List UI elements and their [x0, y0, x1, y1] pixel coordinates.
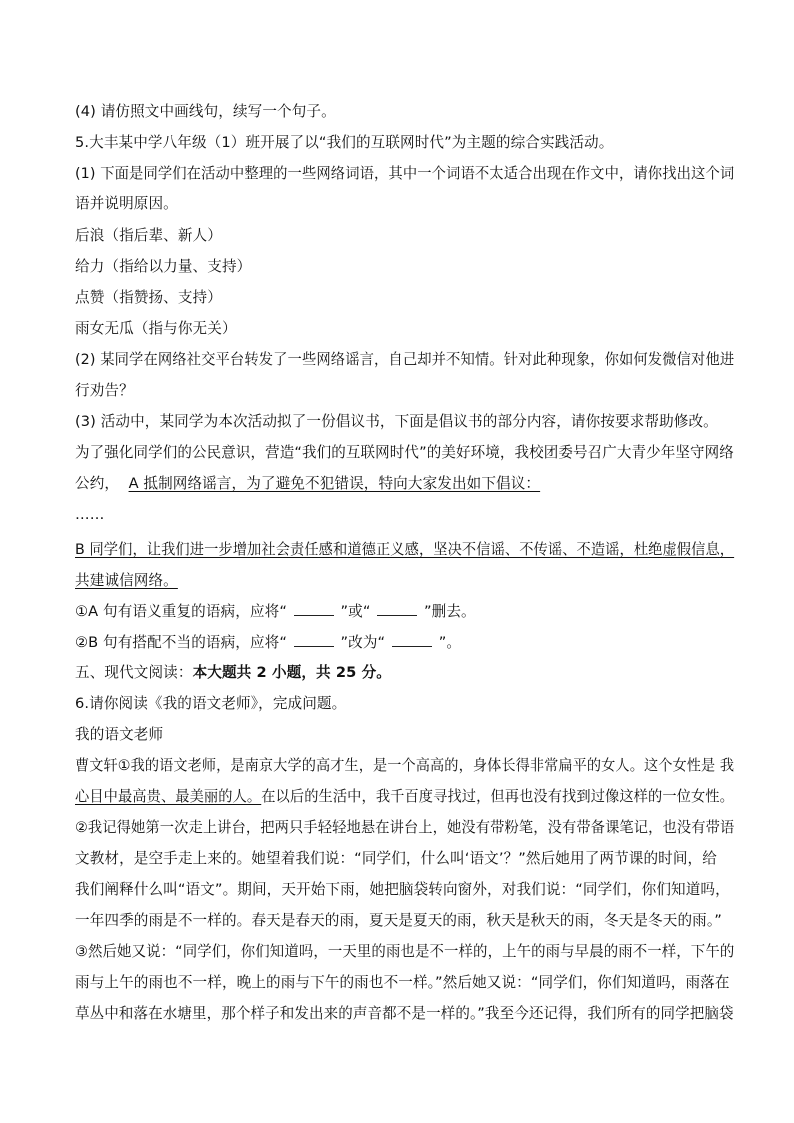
- question-5-3-sub-2: [75, 632, 461, 653]
- word-item: 雨女无瓜（指与你无关）: [75, 320, 237, 337]
- essay-underlined-sentence: 心目中最高贵、最美丽的人。: [75, 788, 262, 805]
- sentence-a-underlined: A 抵制网络谣言，为了避免不犯错误，特向大家发出如下倡议：: [128, 475, 541, 492]
- question-5-2-prompt: (2) 某同学在网络社交平台转发了一些网络谣言，自己却并不知情。针对此种现象，你如何发微信对他进: [75, 351, 735, 368]
- proposal-text: [75, 474, 540, 494]
- essay-paragraph: 雨与上午的雨也不一样，晚上的雨与下午的雨也不一样。”然后她又说：“同学们，你们知道吗，雨落在: [75, 974, 730, 991]
- essay-title: 我的语文老师: [75, 726, 164, 743]
- word-item: 点赞（指赞扬、支持）: [75, 289, 222, 306]
- essay-text: 在以后的生活中，我千百度寻找过，但再也没有找到过像这样的一位女性。: [261, 788, 734, 805]
- section-5-heading: [75, 663, 391, 683]
- essay-paragraph: ③然后她又说：“同学们，你们知道吗，一天里的雨也是不一样的，上午的雨与早晨的雨不一样，下午的: [75, 943, 735, 960]
- essay-paragraph: [75, 787, 734, 807]
- sub-1-text: ”或“: [335, 603, 376, 620]
- sub-2-text: ”。: [433, 634, 462, 651]
- answer-blank[interactable]: [392, 632, 432, 647]
- question-5-3-prompt: (3) 活动中，某同学为本次活动拟了一份倡议书，下面是倡议书的部分内容，请你按要求帮助修改。: [75, 413, 718, 430]
- sub-1-text: ”删去。: [419, 603, 476, 620]
- question-5-intro: 5.大丰某中学八年级（1）班开展了以“我们的互联网时代”为主题的综合实践活动。: [75, 134, 614, 151]
- answer-blank[interactable]: [377, 601, 417, 616]
- section-score: 本大题共 2 小题，共 25 分。: [192, 664, 391, 681]
- sentence-b-underlined-cont: 共建诚信网络。: [75, 572, 178, 589]
- proposal-text: 为了强化同学们的公民意识，营造“我们的互联网时代”的美好环境，我校团委号召广大青少年坚守网络: [75, 444, 734, 461]
- question-4-prompt: (4) 请仿照文中画线句，续写一个句子。: [75, 103, 336, 120]
- essay-paragraph: 我们阐释什么叫“语文”。期间，天开始下雨，她把脑袋转向窗外，对我们说：“同学们，你们知道吗，: [75, 881, 730, 898]
- question-6-prompt: 6.请你阅读《我的语文老师》，完成问题。: [75, 695, 347, 712]
- ellipsis: ……: [75, 506, 105, 523]
- essay-paragraph: 曹文轩①我的语文老师，是南京大学的高才生，是一个高高的，身体长得非常扁平的女人。这个女性是 我: [75, 757, 735, 774]
- question-5-2-prompt-cont: 行劝告？: [75, 382, 134, 399]
- sub-1-text: ①A 句有语义重复的语病，应将“: [75, 603, 292, 620]
- essay-paragraph: 文教材，是空手走上来的。她望着我们说：“同学们，什么叫‘语文’？”然后她用了两节课的时间，给: [75, 850, 717, 867]
- section-title: 五、现代文阅读：: [75, 664, 193, 681]
- essay-paragraph: 草丛中和落在水塘里，那个样子和发出来的声音都不是一样的。”我至今还记得，我们所有的同学把脑袋: [75, 1005, 734, 1022]
- word-item: 后浪（指后辈、新人）: [75, 227, 222, 244]
- essay-paragraph: 一年四季的雨是不一样的。春天是春天的雨，夏天是夏天的雨，秋天是秋天的雨，冬天是冬天的雨。”: [75, 912, 722, 929]
- sub-2-text: ”改为“: [335, 634, 390, 651]
- sub-2-text: ②B 句有搭配不当的语病，应将“: [75, 634, 292, 651]
- answer-blank[interactable]: [294, 632, 334, 647]
- essay-paragraph: ②我记得她第一次走上讲台，把两只手轻轻地悬在讲台上，她没有带粉笔，没有带备课笔记，也没有带语: [75, 819, 735, 836]
- question-5-1-prompt: (1) 下面是同学们在活动中整理的一些网络词语，其中一个词语不太适合出现在作文中，请你找出这个词: [75, 165, 735, 182]
- answer-blank[interactable]: [294, 601, 334, 616]
- question-5-1-prompt-cont: 语并说明原因。: [75, 195, 178, 212]
- question-5-3-sub-1: [75, 601, 476, 622]
- proposal-prefix: 公约，: [75, 475, 129, 492]
- sentence-b-underlined: B 同学们，让我们进一步增加社会责任感和道德正义感，坚决不信谣、不传谣、不造谣，杜绝虚假信息，: [75, 541, 735, 558]
- word-item: 给力（指给以力量、支持）: [75, 258, 252, 275]
